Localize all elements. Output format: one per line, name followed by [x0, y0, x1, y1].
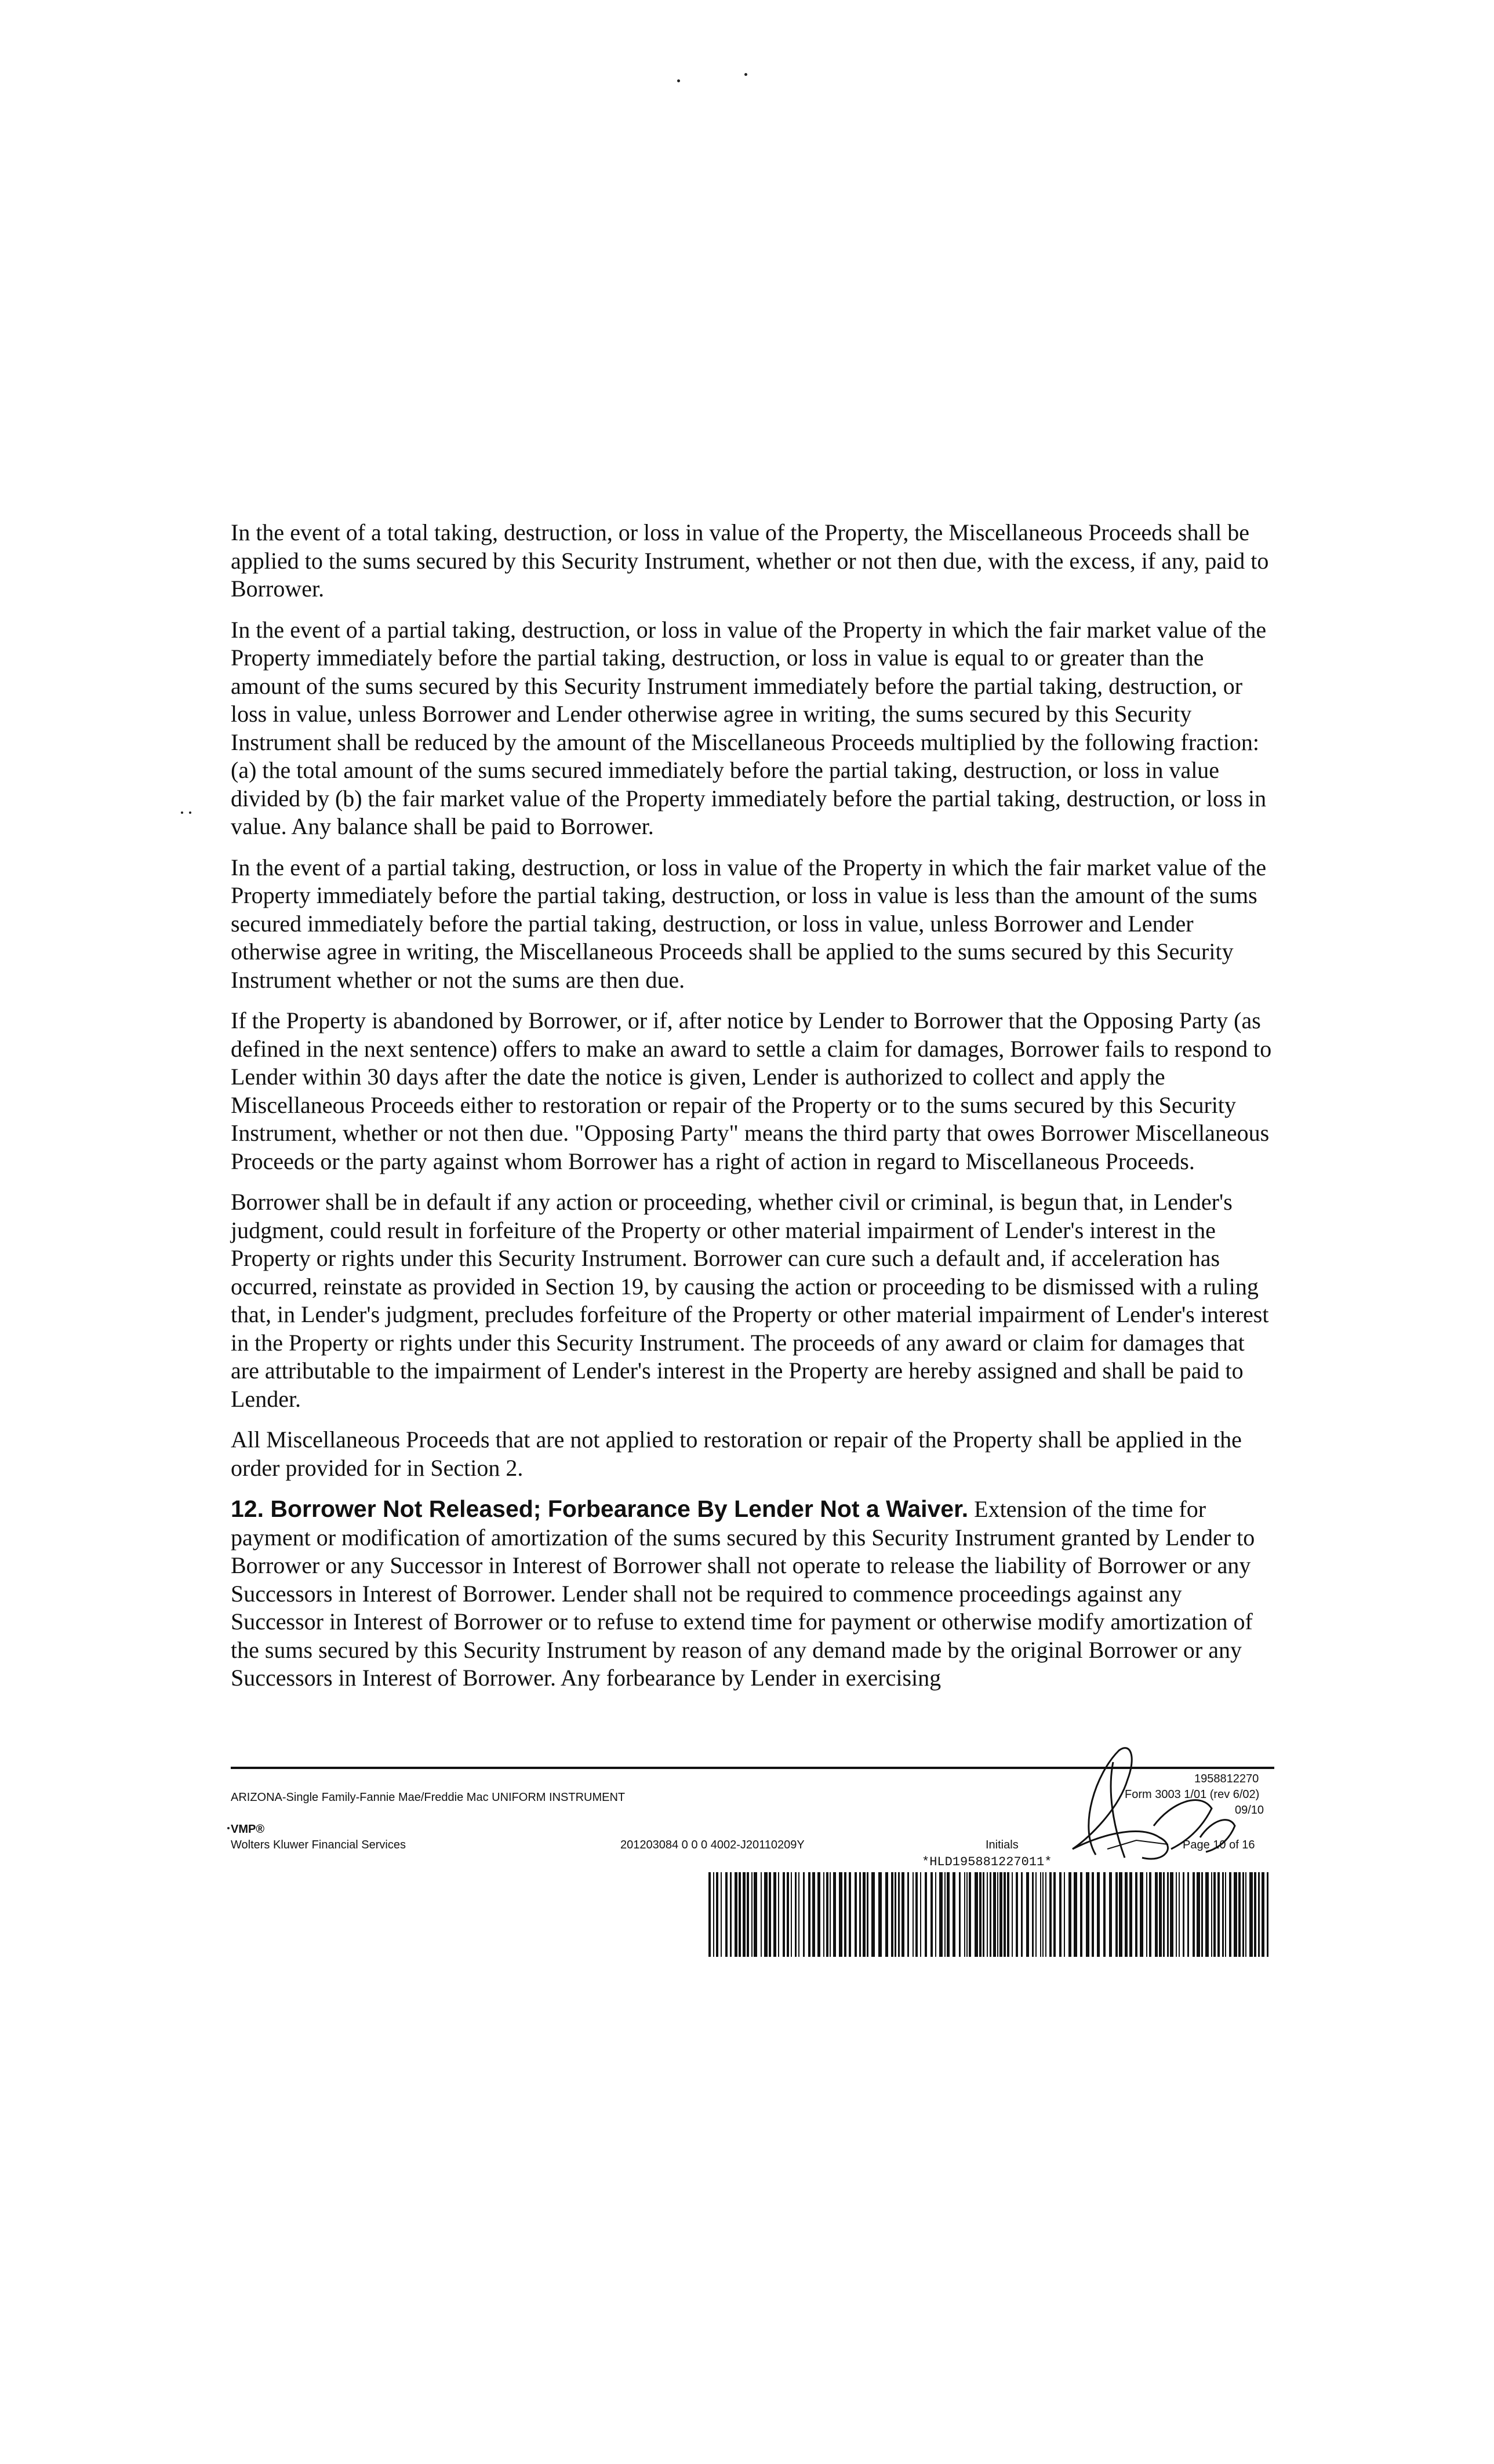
barcode-bar [913, 1872, 914, 1957]
barcode-bar [830, 1872, 831, 1957]
barcode-bar [823, 1872, 824, 1957]
barcode-bar [1021, 1872, 1023, 1957]
barcode-bar [787, 1872, 789, 1957]
barcode-bar [1115, 1872, 1118, 1957]
barcode-bar [1159, 1872, 1162, 1957]
scan-speck [181, 811, 183, 814]
barcode-bar [966, 1872, 968, 1957]
barcode-bar [902, 1872, 904, 1957]
barcode-bar [855, 1872, 857, 1957]
barcode-bar [1211, 1872, 1212, 1957]
barcode-bar [849, 1872, 851, 1957]
barcode-bar [721, 1872, 722, 1957]
paragraph-default: Borrower shall be in default if any action or proceeding, whether civil or criminal, is begun that, in Lender's judgment, could result in forfeiture of the Property or other material impairment of Lender's interest in the Property or rights under this Security Instrument. Borrower can cure such a default and, if acceleration has occurred, reinstate as provided in Section 19, by causing the action or proceeding to be dismissed with a ruling that, in Lender's judgment, precludes forfeiture of the Property or other material impairment of Lender's interest in the Property or rights under this Security Instrument. The proceeds of any award or claim for damages that are attributable to the impairment of Lender's interest in the Property are hereby assigned and shall be paid to Lender. [231, 1189, 1269, 1412]
paragraph-unapplied-proceeds: All Miscellaneous Proceeds that are not applied to restoration or repair of the Property shall be applied in the order provided for in Section 2. [231, 1426, 1242, 1481]
barcode-bar [935, 1872, 936, 1957]
barcode-bar [999, 1872, 1002, 1957]
barcode-bar [743, 1872, 746, 1957]
barcode-bar [1176, 1872, 1177, 1957]
barcode-bar [773, 1872, 776, 1957]
barcode-bar [791, 1872, 792, 1957]
barcode-bar [713, 1872, 714, 1957]
barcode-bar [1197, 1872, 1200, 1957]
barcode-bar [915, 1872, 918, 1957]
barcode-bar [1146, 1872, 1147, 1957]
barcode-bar [878, 1872, 882, 1957]
barcode-bar [844, 1872, 846, 1957]
barcode-bar [1097, 1872, 1100, 1957]
barcode-bar [1032, 1872, 1034, 1957]
barcode-bar [1149, 1872, 1151, 1957]
barcode-bar [1004, 1872, 1006, 1957]
barcode-bar [1238, 1872, 1241, 1957]
barcode-bar [939, 1872, 943, 1957]
barcode-bar [751, 1872, 753, 1957]
barcode-bar [1225, 1872, 1226, 1957]
barcode-bar [959, 1872, 961, 1957]
paragraph-partial-taking-greater: In the event of a partial taking, destruction, or loss in value of the Property in which the fair market value of the Property immediately before the partial taking, destruction, or loss in value is equal to or greater than the amount of the sums secured by this Security Instrument immediately before the partial taking, destruction, or loss in value, unless Borrower and Lender otherwise agree in writing, the sums secured by this Security Instrument shall be reduced by the amount of the Miscellaneous Proceeds multiplied by the following fraction: (a) the total amount of the sums secured immediately before the partial taking, destruction, or loss in value divided by (b) the fair market value of the Property immediately before the partial taking, destruction, or loss in value. Any balance shall be paid to Borrower. [231, 616, 1267, 839]
barcode-bar [1109, 1872, 1112, 1957]
barcode-bar [730, 1872, 732, 1957]
barcode-bar [1187, 1872, 1189, 1957]
initials-label: Initials [986, 1839, 1019, 1851]
barcode-bar [871, 1872, 875, 1957]
form-number: Form 3003 1/01 (rev 6/02) [1125, 1788, 1260, 1801]
barcode-bar [885, 1872, 888, 1957]
barcode-bar [1245, 1872, 1246, 1957]
scan-speck [744, 73, 747, 76]
barcode-bar [1049, 1872, 1052, 1957]
paragraph-abandonment: If the Property is abandoned by Borrower, or if, after notice by Lender to Borrower that the Opposing Party (as defined in the next sentence) offers to make an award to settle a claim for damages, Borrower fails to respond to Lender within 30 days after the date the notice is given, Lender is authorized to collect and apply the Miscellaneous Proceeds either to restoration or repair of the Property or to the sums secured by this Security Instrument, whether or not then due. "Opposing Party" means the third party that owes Borrower Miscellaneous Proceeds or the party against whom Borrower has a right of action in regard to Miscellaneous Proceeds. [231, 1007, 1272, 1174]
barcode-bar [1092, 1872, 1094, 1957]
barcode-bar [1016, 1872, 1018, 1957]
barcode-bar [1103, 1872, 1106, 1957]
barcode-bar [990, 1872, 991, 1957]
document-body [231, 519, 1274, 1705]
barcode-bar [1213, 1872, 1216, 1957]
barcode-bar [1086, 1872, 1089, 1957]
barcode-bar [1045, 1872, 1046, 1957]
barcode-bar [1267, 1872, 1268, 1957]
barcode-bar [747, 1872, 749, 1957]
barcode-bar [764, 1872, 768, 1957]
barcode-bar [1205, 1872, 1209, 1957]
scan-speck [227, 1827, 230, 1829]
barcode-bar [863, 1872, 866, 1957]
barcode-bar [1035, 1872, 1037, 1957]
loan-number: 1958812270 [1194, 1773, 1259, 1785]
barcode-bar [1026, 1872, 1029, 1957]
barcode-bar [1183, 1872, 1184, 1957]
barcode-bar [1064, 1872, 1065, 1957]
barcode-bar [739, 1872, 741, 1957]
barcode-bar [975, 1872, 978, 1957]
barcode-bar [1193, 1872, 1195, 1957]
barcode-bar [920, 1872, 921, 1957]
barcode-bar [898, 1872, 900, 1957]
barcode-bar [1140, 1872, 1143, 1957]
barcode-bar [947, 1872, 950, 1957]
vmp-mark: VMP® [231, 1823, 265, 1836]
initials-signature [1026, 1739, 1270, 1872]
barcode-bar [1135, 1872, 1137, 1957]
barcode-bar [930, 1872, 933, 1957]
barcode-bar [735, 1872, 737, 1957]
barcode-bar [1119, 1872, 1122, 1957]
barcode-bar [1012, 1872, 1013, 1957]
section-12-heading: 12. Borrower Not Released; Forbearance By Lender Not a Waiver. [231, 1495, 969, 1522]
barcode-bar [839, 1872, 842, 1957]
barcode-bar [925, 1872, 927, 1957]
barcode-bar [1258, 1872, 1260, 1957]
barcode-bar [817, 1872, 820, 1957]
barcode-bar [761, 1872, 762, 1957]
barcode-bar [1007, 1872, 1009, 1957]
barcode-bar [993, 1872, 996, 1957]
barcode-bar [983, 1872, 984, 1957]
barcode-bar [1155, 1872, 1158, 1957]
barcode-bar [1059, 1872, 1062, 1957]
barcode-bar [725, 1872, 728, 1957]
barcode-bar [778, 1872, 779, 1957]
barcode-bar [795, 1872, 797, 1957]
barcode-bar [891, 1872, 893, 1957]
barcode-bar [754, 1872, 757, 1957]
barcode-bar [1234, 1872, 1237, 1957]
barcode-bar [895, 1872, 896, 1957]
barcode-bar [969, 1872, 971, 1957]
barcode-bar [812, 1872, 815, 1957]
barcode-bar [1163, 1872, 1165, 1957]
barcode-bar [1167, 1872, 1169, 1957]
barcode-bar [867, 1872, 868, 1957]
page-number: Page 10 of 16 [1183, 1839, 1255, 1851]
paragraph-partial-taking-less: In the event of a partial taking, destruction, or loss in value of the Property in which the fair market value of the Property immediately before the partial taking, destruction, or loss in value is less than the amount of the sums secured immediately before the partial taking, destruction, or loss in value, unless Borrower and Lender otherwise agree in writing, the Miscellaneous Proceeds shall be applied to the sums secured by this Security Instrument whether or not the sums are then due. [231, 854, 1267, 993]
barcode-bar [708, 1872, 711, 1957]
barcode-bar [1179, 1872, 1180, 1957]
section-12 [231, 1495, 1274, 1693]
barcode-bar [1222, 1872, 1224, 1957]
barcode-bar [859, 1872, 861, 1957]
barcode-bar [826, 1872, 828, 1957]
barcode-bar [783, 1872, 785, 1957]
barcode-bar [769, 1872, 771, 1957]
barcode-bar [1254, 1872, 1256, 1957]
barcode-bar [1201, 1872, 1203, 1957]
barcode-bar [1170, 1872, 1173, 1957]
barcode-bar [1249, 1872, 1253, 1957]
scan-speck [677, 79, 680, 82]
barcode-bar [833, 1872, 836, 1957]
barcode-bar [997, 1872, 998, 1957]
barcode-bar [1129, 1872, 1132, 1957]
barcode-bar [1125, 1872, 1128, 1957]
barcode-bar [1068, 1872, 1071, 1957]
barcode [708, 1872, 1274, 1957]
doc-code: 201203084 0 0 0 4002-J20110209Y [620, 1839, 805, 1851]
barcode-text: *HLD195881227011* [922, 1855, 1052, 1869]
barcode-bar [907, 1872, 909, 1957]
barcode-bar [1242, 1872, 1244, 1957]
barcode-bar [1262, 1872, 1264, 1957]
barcode-bar [953, 1872, 955, 1957]
barcode-bar [944, 1872, 946, 1957]
form-title: ARIZONA-Single Family-Fannie Mae/Freddie Mac UNIFORM INSTRUMENT [231, 1791, 626, 1804]
barcode-bar [1042, 1872, 1044, 1957]
section-12-text: Extension of the time for payment or modification of amortization of the sums secured by this Security Instrument granted by Lender to Borrower or any Successor in Interest of Borrower shall not operate to release the liability of Borrower or any Successors in Interest of Borrower. Lender shall not be required to commence proceedings against any Successor in Interest of Borrower or to refuse to extend time for payment or otherwise modify amortization of the sums secured by this Security Instrument by reason of any demand made by the original Borrower or any Successors in Interest of Borrower. Any forbearance by Lender in exercising [231, 1496, 1255, 1691]
barcode-bar [1080, 1872, 1082, 1957]
barcode-bar [979, 1872, 982, 1957]
barcode-bar [1040, 1872, 1041, 1957]
barcode-bar [1229, 1872, 1231, 1957]
barcode-bar [716, 1872, 718, 1957]
barcode-bar [1217, 1872, 1220, 1957]
barcode-bar [1053, 1872, 1056, 1957]
barcode-bar [798, 1872, 799, 1957]
barcode-bar [987, 1872, 988, 1957]
paragraph-total-taking: In the event of a total taking, destruction, or loss in value of the Property, the Miscellaneous Proceeds shall be applied to the sums secured by this Security Instrument, whether or not then due, with the excess, if any, paid to Borrower. [231, 519, 1269, 602]
scan-speck [189, 811, 191, 814]
barcode-bar [964, 1872, 965, 1957]
publisher: Wolters Kluwer Financial Services [231, 1839, 406, 1851]
barcode-bar [803, 1872, 805, 1957]
barcode-bar [808, 1872, 810, 1957]
barcode-bar [1074, 1872, 1077, 1957]
form-date: 09/10 [1235, 1804, 1264, 1817]
